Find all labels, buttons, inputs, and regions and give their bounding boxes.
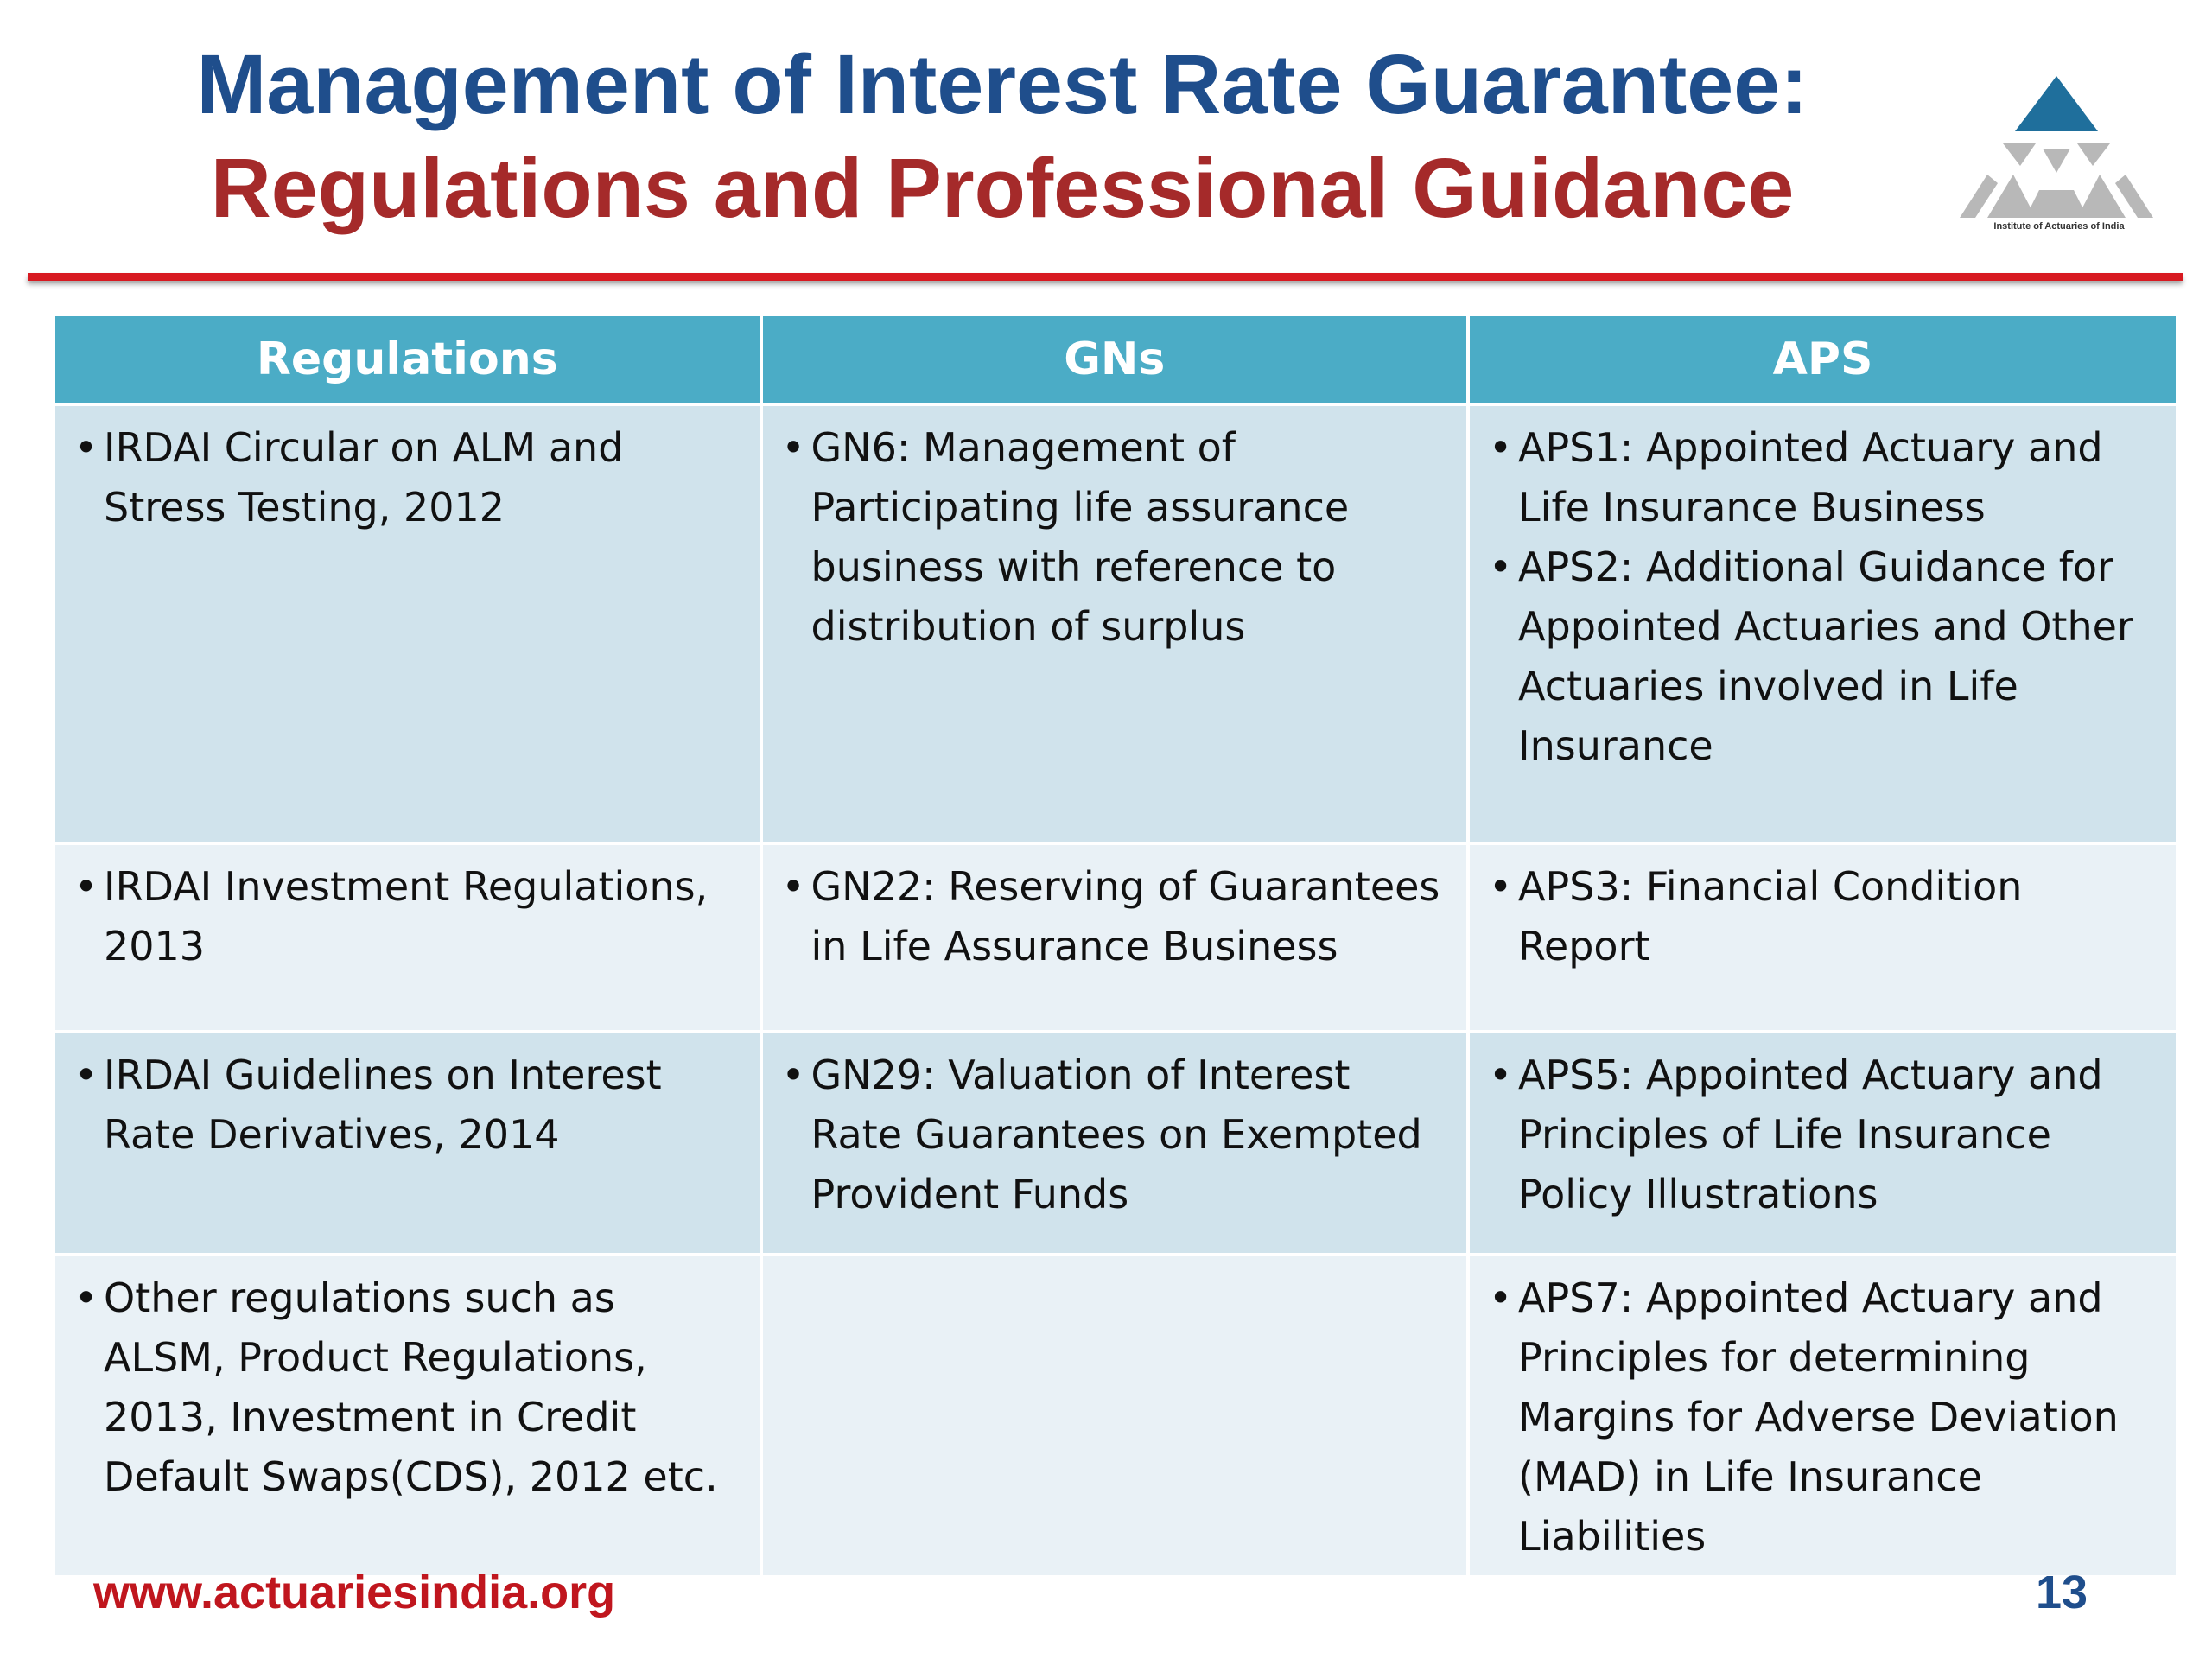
guidance-table-container: [55, 316, 2183, 1574]
institute-logo-icon: [1953, 69, 2160, 242]
title-line-1: Management of Interest Rate Guarantee:: [196, 37, 1808, 131]
header-aps: APS: [1470, 316, 2176, 403]
list-item: • Other regulations such as ALSM, Product Regulations, 2013, Investment in Credit Default Swaps(CDS), 2012 etc.: [74, 1268, 742, 1507]
table-row: [55, 845, 2176, 1030]
regulations-cell: [55, 406, 760, 842]
aps-cell: [1470, 406, 2176, 842]
list-item: • APS5: Appointed Actuary and Principles of Life Insurance Policy Illustrations: [1489, 1046, 2158, 1224]
list-item: • IRDAI Guidelines on Interest Rate Derivatives, 2014: [74, 1046, 742, 1165]
table-row: [55, 1033, 2176, 1253]
list-item: • APS7: Appointed Actuary and Principles for determining Margins for Adverse Deviation (MAD) in Life Insurance Liabilities: [1489, 1268, 2158, 1567]
slide-title: [0, 33, 1936, 240]
list-item: • IRDAI Circular on ALM and Stress Testing, 2012: [74, 418, 742, 537]
title-line-2: Regulations and Professional Guidance: [210, 141, 1795, 235]
guidance-table: [52, 313, 2179, 1579]
regulations-cell: [55, 845, 760, 1030]
page-number: 13: [2036, 1567, 2088, 1618]
regulations-cell: [55, 1256, 760, 1575]
logo-caption: Institute of Actuaries of India: [1993, 221, 2125, 232]
list-item: • GN22: Reserving of Guarantees in Life Assurance Business: [782, 857, 1450, 976]
list-item: • APS2: Additional Guidance for Appointed Actuaries and Other Actuaries involved in Life Insurance: [1489, 537, 2158, 776]
gns-cell: [763, 406, 1467, 842]
gns-cell: [763, 845, 1467, 1030]
table-row: [55, 406, 2176, 842]
header-gns: GNs: [763, 316, 1467, 403]
aps-cell: [1470, 845, 2176, 1030]
title-divider: [28, 273, 2183, 281]
list-item: • GN29: Valuation of Interest Rate Guarantees on Exempted Provident Funds: [782, 1046, 1450, 1224]
footer-website-link[interactable]: www.actuariesindia.org: [93, 1567, 616, 1618]
aps-cell: [1470, 1256, 2176, 1575]
gns-cell: [763, 1033, 1467, 1253]
table-row: [55, 1256, 2176, 1575]
gns-cell-empty: [763, 1256, 1467, 1575]
header-regulations: Regulations: [55, 316, 760, 403]
list-item: • APS1: Appointed Actuary and Life Insurance Business: [1489, 418, 2158, 537]
table-header-row: [55, 316, 2176, 403]
list-item: • GN6: Management of Participating life assurance business with reference to distribution of surplus: [782, 418, 1450, 657]
list-item: • APS3: Financial Condition Report: [1489, 857, 2158, 976]
regulations-cell: [55, 1033, 760, 1253]
aps-cell: [1470, 1033, 2176, 1253]
list-item: • IRDAI Investment Regulations, 2013: [74, 857, 742, 976]
